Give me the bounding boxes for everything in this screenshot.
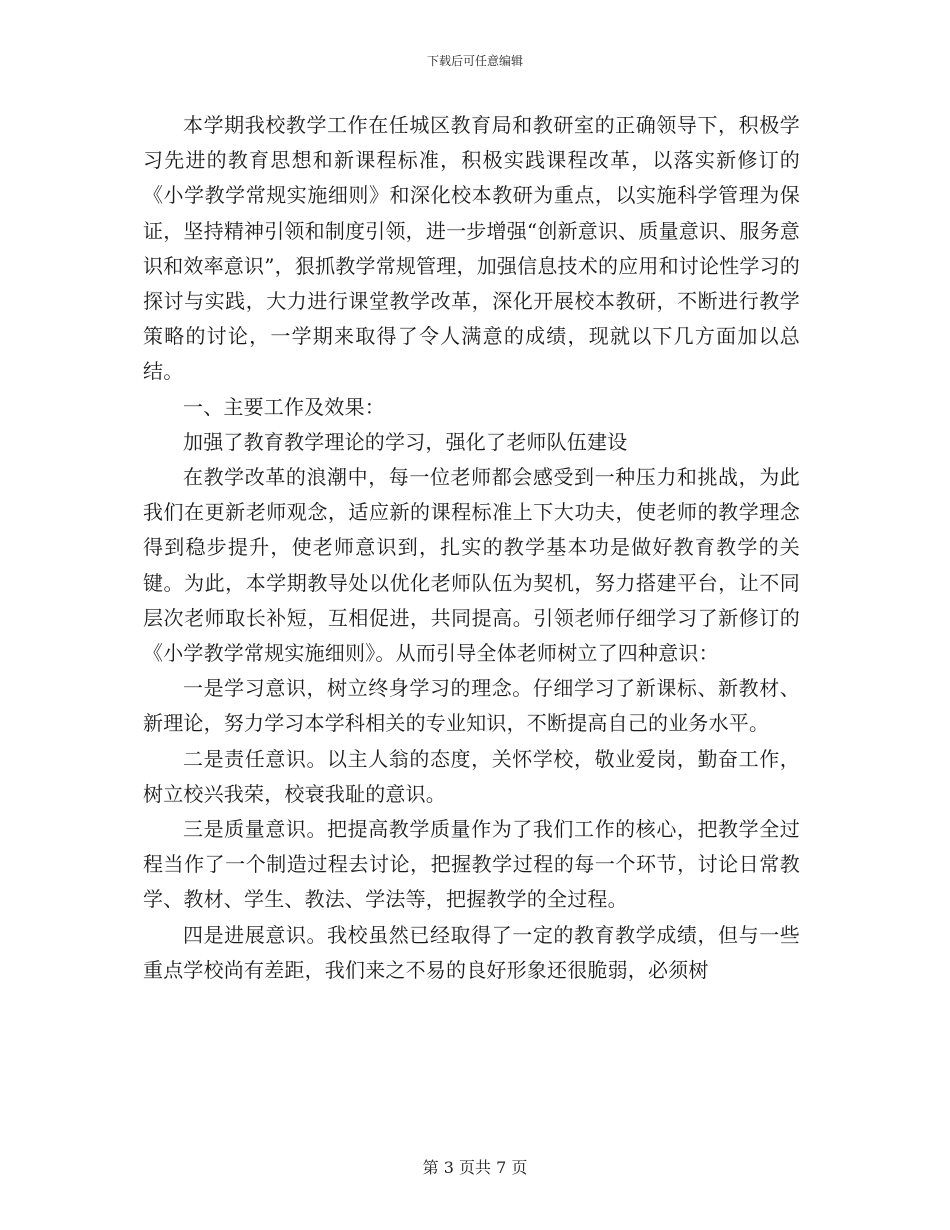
page-header: 下载后可任意编辑 bbox=[426, 54, 523, 68]
page-number: 第 3 页共 7 页 bbox=[422, 1158, 528, 1177]
subsection-heading: 加强了教育教学理论的学习，强化了老师队伍建设 bbox=[183, 429, 628, 454]
paragraph-intro: 本学期我校教学工作在任城区教育局和教研室的正确领导下，积极学习先进的教育思想和新课程标准，积极实践课程改革，以落实新修订的《小学教学常规实施细则》和深化校本教研为重点，以实施科学管理为保证，坚持精神引领和制度引领，进一步增强“创新意识、质量意识、服务意识和效率意识”，狠抓教学常规管理，加强信息技术的应用和讨论性学习的探讨与实践，大力进行课堂教学改革，深化开展校本教研，不断进行教学策略的讨论，一学期来取得了令人满意的成绩，现就以下几方面加以总结。 bbox=[143, 113, 800, 384]
paragraph-learning-awareness: 一是学习意识，树立终身学习的理念。仔细学习了新课标、新教材、新理论，努力学习本学科相关的专业知识，不断提高自己的业务水平。 bbox=[143, 676, 800, 736]
document-body bbox=[143, 108, 800, 988]
section-heading: 一、主要工作及效果： bbox=[183, 394, 385, 419]
paragraph-quality-awareness: 三是质量意识。把提高教学质量作为了我们工作的核心，把教学全过程当作了一个制造过程去讨论，把握教学过程的每一个环节，讨论日常教学、教材、学生、教法、学法等，把握教学的全过程。 bbox=[143, 817, 800, 912]
paragraph-progress-awareness: 四是进展意识。我校虽然已经取得了一定的教育教学成绩，但与一些重点学校尚有差距，我们来之不易的良好形象还很脆弱，必须树 bbox=[143, 922, 800, 982]
paragraph-responsibility-awareness: 二是责任意识。以主人翁的态度，关怀学校，敬业爱岗，勤奋工作，树立校兴我荣，校衰我耻的意识。 bbox=[143, 746, 800, 806]
paragraph-teacher-development: 在教学改革的浪潮中，每一位老师都会感受到一种压力和挑战，为此我们在更新老师观念，适应新的课程标准上下大功夫，使老师的教学理念得到稳步提升，使老师意识到，扎实的教学基本功是做好教育教学的关键。为此，本学期教导处以优化老师队伍为契机，努力搭建平台，让不同层次老师取长补短，互相促进，共同提高。引领老师仔细学习了新修订的《小学教学常规实施细则》。从而引导全体老师树立了四种意识： bbox=[143, 465, 800, 666]
